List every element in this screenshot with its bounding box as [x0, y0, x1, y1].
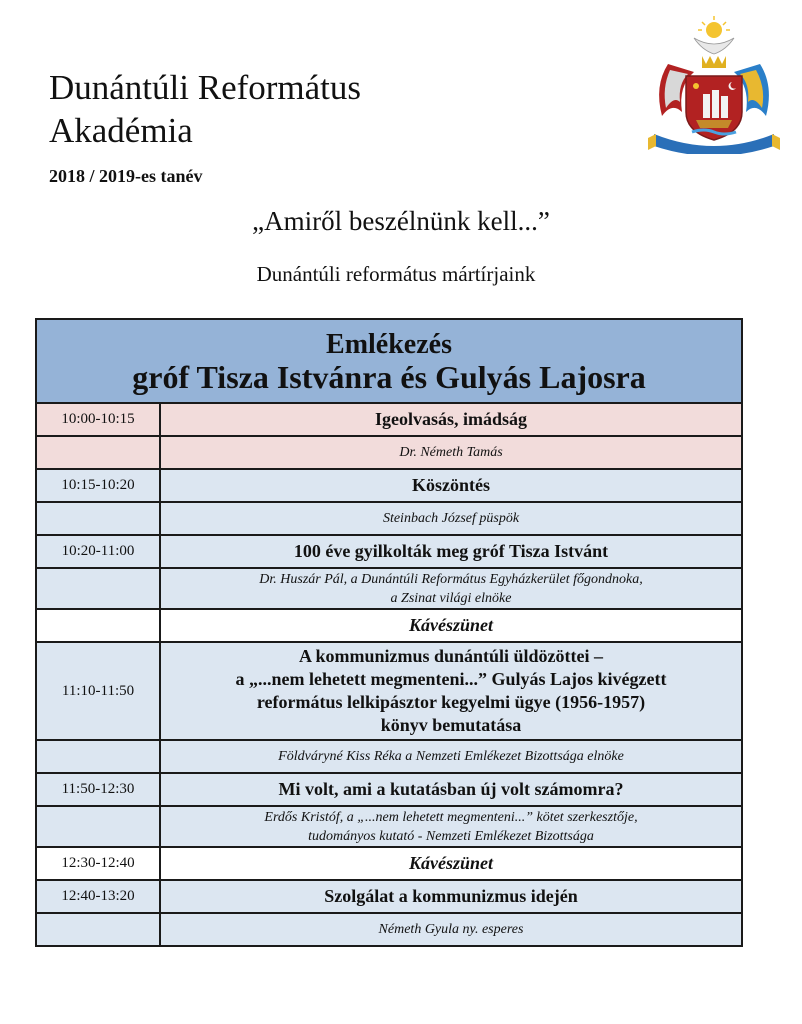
org-title-line2: Akadémia	[49, 111, 193, 150]
organization-title	[49, 66, 361, 152]
event-subtitle: Dunántúli református mártírjaink	[256, 262, 536, 286]
program-title-line2: gróf Tisza Istvánra és Gulyás Lajosra	[132, 359, 646, 395]
table-row	[36, 740, 742, 773]
session-title: Mi volt, ami a kutatásban új volt számomra?	[160, 773, 742, 806]
speaker-line2: tudományos kutató - Nemzeti Emlékezet Bizottsága	[308, 828, 594, 844]
time-cell	[36, 568, 160, 609]
time-cell: 11:50-12:30	[36, 773, 160, 806]
time-cell: 12:40-13:20	[36, 880, 160, 913]
time-cell: 10:20-11:00	[36, 535, 160, 568]
time-cell: 10:15-10:20	[36, 469, 160, 502]
dove-icon	[694, 38, 734, 54]
table-row	[36, 502, 742, 535]
time-cell: 11:10-11:50	[36, 642, 160, 740]
coat-of-arms-graphic	[648, 16, 780, 154]
speaker-cell	[160, 806, 742, 847]
time-cell: 10:00-10:15	[36, 403, 160, 436]
table-row	[36, 880, 742, 913]
academic-year: 2018 / 2019-es tanév	[49, 166, 203, 186]
session-title-line4: könyv bemutatása	[380, 715, 522, 735]
coffee-break: Kávészünet	[160, 609, 742, 642]
session-title: Igeolvasás, imádság	[160, 403, 742, 436]
speaker-line1: Dr. Huszár Pál, a Dunántúli Református Egyházkerület főgondnoka,	[259, 571, 643, 587]
speaker-cell: Dr. Németh Tamás	[160, 436, 742, 469]
speaker-cell: Földváryné Kiss Réka a Nemzeti Emlékezet Bizottsága elnöke	[160, 740, 742, 773]
table-row	[36, 403, 742, 436]
time-cell	[36, 740, 160, 773]
speaker-line2: a Zsinat világi elnöke	[390, 590, 512, 606]
session-title	[160, 642, 742, 740]
session-title-line1: A kommunizmus dunántúli üldözöttei –	[298, 646, 604, 666]
session-title: 100 éve gyilkolták meg gróf Tisza Istvánt	[160, 535, 742, 568]
org-title-line1: Dunántúli Református	[49, 68, 362, 107]
table-row	[36, 806, 742, 847]
speaker-cell	[160, 568, 742, 609]
event-quote-title: „Amiről beszélnünk kell...”	[252, 206, 550, 236]
table-row	[36, 642, 742, 740]
program-header-row	[36, 319, 742, 403]
time-cell	[36, 609, 160, 642]
time-cell	[36, 436, 160, 469]
session-title-line3: református lelkipásztor kegyelmi ügye (1956-1957)	[256, 692, 646, 712]
ship-icon	[696, 120, 732, 128]
speaker-cell: Németh Gyula ny. esperes	[160, 913, 742, 946]
table-row-break	[36, 609, 742, 642]
table-row	[36, 773, 742, 806]
table-row	[36, 568, 742, 609]
crown-icon	[702, 56, 726, 68]
table-row	[36, 469, 742, 502]
session-title: Szolgálat a kommunizmus idején	[160, 880, 742, 913]
speaker-line1: Erdős Kristóf, a „...nem lehetett megmenteni...” kötet szerkesztője,	[264, 809, 638, 825]
coat-of-arms-icon	[648, 16, 780, 154]
session-title: Köszöntés	[160, 469, 742, 502]
coffee-break: Kávészünet	[160, 847, 742, 880]
table-row	[36, 913, 742, 946]
speaker-cell: Steinbach József püspök	[160, 502, 742, 535]
program-title-line1: Emlékezés	[326, 329, 452, 360]
table-row	[36, 535, 742, 568]
time-cell	[36, 806, 160, 847]
table-row-break	[36, 847, 742, 880]
time-cell	[36, 502, 160, 535]
program-table	[35, 318, 743, 947]
table-row	[36, 436, 742, 469]
program-title	[36, 319, 742, 403]
time-cell: 12:30-12:40	[36, 847, 160, 880]
time-cell	[36, 913, 160, 946]
session-title-line2: a „...nem lehetett megmenteni...” Gulyás Lajos kivégzett	[235, 669, 667, 689]
sun-icon	[706, 22, 722, 38]
